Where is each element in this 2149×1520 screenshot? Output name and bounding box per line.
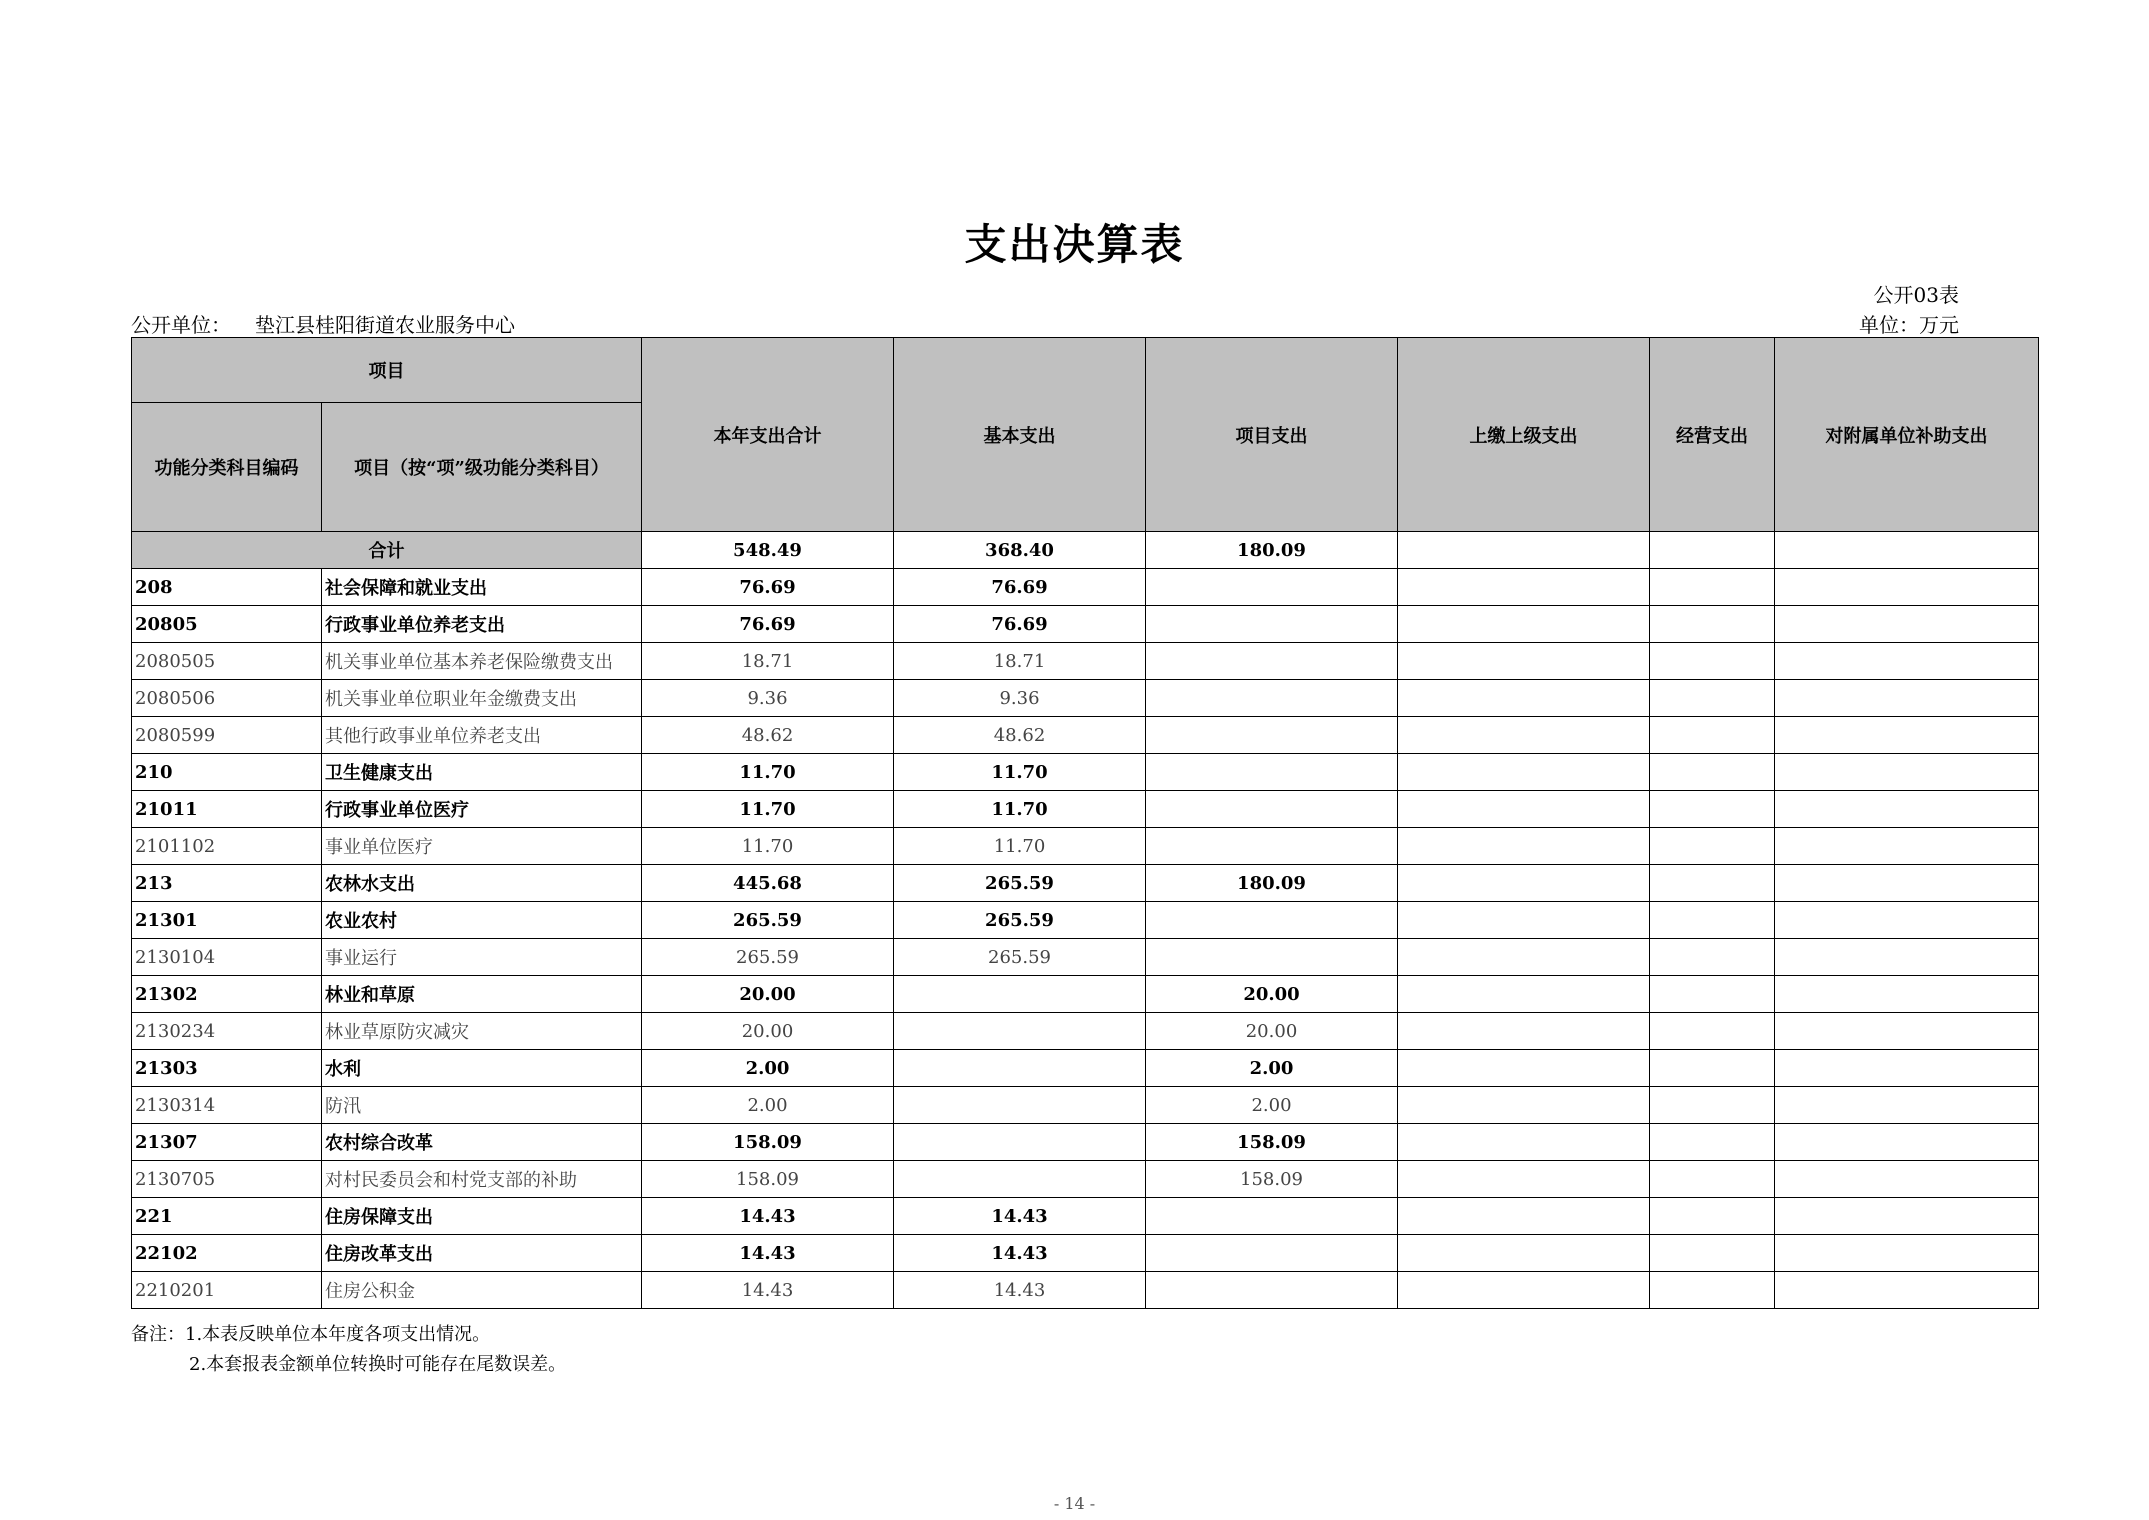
row-project-expenditure [1146, 606, 1398, 643]
row-operating [1650, 680, 1775, 717]
row-total: 2.00 [642, 1050, 894, 1087]
row-basic: 9.36 [894, 680, 1146, 717]
row-total: 14.43 [642, 1235, 894, 1272]
row-total: 14.43 [642, 1272, 894, 1309]
table-row [132, 939, 2039, 976]
row-basic: 265.59 [894, 865, 1146, 902]
row-operating [1650, 902, 1775, 939]
row-name: 水利 [322, 1050, 642, 1087]
header-project-expenditure: 项目支出 [1146, 338, 1398, 532]
total-subsidy [1775, 532, 2039, 569]
row-project-expenditure [1146, 939, 1398, 976]
row-code: 21303 [132, 1050, 322, 1087]
row-basic: 11.70 [894, 791, 1146, 828]
form-code: 公开03表 [1873, 283, 1959, 307]
row-name: 行政事业单位医疗 [322, 791, 642, 828]
row-project-expenditure: 20.00 [1146, 1013, 1398, 1050]
total-operating [1650, 532, 1775, 569]
page-title: 支出决算表 [964, 220, 1185, 269]
header-project: 项目 [132, 338, 642, 403]
row-total: 76.69 [642, 606, 894, 643]
row-upper [1398, 569, 1650, 606]
row-total: 18.71 [642, 643, 894, 680]
row-project-expenditure [1146, 1272, 1398, 1309]
row-operating [1650, 828, 1775, 865]
row-code: 2130234 [132, 1013, 322, 1050]
table-row [132, 1050, 2039, 1087]
row-operating [1650, 606, 1775, 643]
row-operating [1650, 643, 1775, 680]
row-name: 卫生健康支出 [322, 754, 642, 791]
row-name: 住房改革支出 [322, 1235, 642, 1272]
row-operating [1650, 569, 1775, 606]
row-name: 农业农村 [322, 902, 642, 939]
table-row [132, 680, 2039, 717]
page-number: - 14 - [1053, 1494, 1096, 1513]
row-total: 11.70 [642, 754, 894, 791]
table-row [132, 754, 2039, 791]
header-row-1 [132, 338, 2039, 403]
row-operating [1650, 1124, 1775, 1161]
row-project-expenditure [1146, 1198, 1398, 1235]
row-code: 221 [132, 1198, 322, 1235]
table-row [132, 643, 2039, 680]
table-row [132, 1272, 2039, 1309]
org-label: 公开单位： [131, 313, 231, 337]
row-subsidy [1775, 939, 2039, 976]
row-code: 21011 [132, 791, 322, 828]
row-code: 21301 [132, 902, 322, 939]
row-code: 2080599 [132, 717, 322, 754]
row-name: 住房公积金 [322, 1272, 642, 1309]
row-subsidy [1775, 1050, 2039, 1087]
table-row [132, 569, 2039, 606]
row-upper [1398, 828, 1650, 865]
row-subsidy [1775, 754, 2039, 791]
row-subsidy [1775, 717, 2039, 754]
row-basic: 11.70 [894, 754, 1146, 791]
table-row [132, 1235, 2039, 1272]
row-upper [1398, 791, 1650, 828]
row-upper [1398, 976, 1650, 1013]
row-subsidy [1775, 643, 2039, 680]
header-operating: 经营支出 [1650, 338, 1775, 532]
header-name: 项目（按“项”级功能分类科目） [322, 403, 642, 532]
row-name: 对村民委员会和村党支部的补助 [322, 1161, 642, 1198]
row-name: 社会保障和就业支出 [322, 569, 642, 606]
row-upper [1398, 643, 1650, 680]
row-code: 21307 [132, 1124, 322, 1161]
row-code: 208 [132, 569, 322, 606]
row-name: 其他行政事业单位养老支出 [322, 717, 642, 754]
row-code: 22102 [132, 1235, 322, 1272]
row-subsidy [1775, 1235, 2039, 1272]
row-subsidy [1775, 569, 2039, 606]
row-upper [1398, 717, 1650, 754]
row-operating [1650, 865, 1775, 902]
row-subsidy [1775, 828, 2039, 865]
row-total: 48.62 [642, 717, 894, 754]
unit-label: 单位：万元 [1859, 313, 1959, 337]
note-2: 2.本套报表金额单位转换时可能存在尾数误差。 [189, 1354, 567, 1375]
table-row [132, 902, 2039, 939]
row-basic: 265.59 [894, 902, 1146, 939]
row-total: 158.09 [642, 1161, 894, 1198]
row-upper [1398, 1050, 1650, 1087]
table-row [132, 1161, 2039, 1198]
row-upper [1398, 1161, 1650, 1198]
row-total: 76.69 [642, 569, 894, 606]
row-upper [1398, 1087, 1650, 1124]
row-operating [1650, 1013, 1775, 1050]
total-upper [1398, 532, 1650, 569]
row-operating [1650, 1050, 1775, 1087]
row-project-expenditure: 180.09 [1146, 865, 1398, 902]
row-name: 林业草原防灾减灾 [322, 1013, 642, 1050]
row-name: 防汛 [322, 1087, 642, 1124]
row-name: 行政事业单位养老支出 [322, 606, 642, 643]
row-operating [1650, 976, 1775, 1013]
row-subsidy [1775, 976, 2039, 1013]
row-code: 21302 [132, 976, 322, 1013]
row-code: 2080506 [132, 680, 322, 717]
row-total: 11.70 [642, 791, 894, 828]
header-total: 本年支出合计 [642, 338, 894, 532]
row-code: 2130104 [132, 939, 322, 976]
notes [131, 1320, 566, 1380]
row-basic: 14.43 [894, 1272, 1146, 1309]
row-basic [894, 1013, 1146, 1050]
row-code: 210 [132, 754, 322, 791]
row-subsidy [1775, 1013, 2039, 1050]
row-project-expenditure: 158.09 [1146, 1161, 1398, 1198]
row-upper [1398, 680, 1650, 717]
row-operating [1650, 717, 1775, 754]
row-code: 2210201 [132, 1272, 322, 1309]
row-total: 20.00 [642, 1013, 894, 1050]
row-subsidy [1775, 1272, 2039, 1309]
row-upper [1398, 1235, 1650, 1272]
row-name: 农林水支出 [322, 865, 642, 902]
header-subsidy: 对附属单位补助支出 [1775, 338, 2039, 532]
row-basic [894, 976, 1146, 1013]
table-row [132, 1124, 2039, 1161]
row-name: 林业和草原 [322, 976, 642, 1013]
row-subsidy [1775, 902, 2039, 939]
row-total: 445.68 [642, 865, 894, 902]
row-name: 机关事业单位基本养老保险缴费支出 [322, 643, 642, 680]
row-basic: 14.43 [894, 1198, 1146, 1235]
row-project-expenditure [1146, 569, 1398, 606]
row-code: 2130705 [132, 1161, 322, 1198]
expenditure-table [131, 337, 2039, 1309]
total-basic: 368.40 [894, 532, 1146, 569]
header-upper: 上缴上级支出 [1398, 338, 1650, 532]
row-basic [894, 1124, 1146, 1161]
row-name: 机关事业单位职业年金缴费支出 [322, 680, 642, 717]
row-upper [1398, 1124, 1650, 1161]
row-operating [1650, 791, 1775, 828]
row-subsidy [1775, 1087, 2039, 1124]
row-subsidy [1775, 1161, 2039, 1198]
total-project-expenditure: 180.09 [1146, 532, 1398, 569]
note-1: 备注：1.本表反映单位本年度各项支出情况。 [131, 1324, 491, 1345]
total-sum: 548.49 [642, 532, 894, 569]
row-total: 9.36 [642, 680, 894, 717]
row-operating [1650, 1087, 1775, 1124]
table-row [132, 791, 2039, 828]
row-upper [1398, 754, 1650, 791]
row-upper [1398, 606, 1650, 643]
total-label: 合计 [132, 532, 642, 569]
row-subsidy [1775, 680, 2039, 717]
row-project-expenditure [1146, 791, 1398, 828]
row-subsidy [1775, 1198, 2039, 1235]
row-basic: 18.71 [894, 643, 1146, 680]
row-subsidy [1775, 606, 2039, 643]
row-subsidy [1775, 1124, 2039, 1161]
row-basic: 76.69 [894, 606, 1146, 643]
row-code: 2130314 [132, 1087, 322, 1124]
row-upper [1398, 1013, 1650, 1050]
row-project-expenditure [1146, 1235, 1398, 1272]
table-row [132, 828, 2039, 865]
row-basic: 11.70 [894, 828, 1146, 865]
table-row [132, 606, 2039, 643]
row-total: 11.70 [642, 828, 894, 865]
row-name: 住房保障支出 [322, 1198, 642, 1235]
row-name: 事业运行 [322, 939, 642, 976]
row-operating [1650, 1161, 1775, 1198]
header-code: 功能分类科目编码 [132, 403, 322, 532]
row-total: 14.43 [642, 1198, 894, 1235]
row-upper [1398, 939, 1650, 976]
row-total: 2.00 [642, 1087, 894, 1124]
row-operating [1650, 1272, 1775, 1309]
row-project-expenditure [1146, 717, 1398, 754]
table-row [132, 1087, 2039, 1124]
row-project-expenditure: 158.09 [1146, 1124, 1398, 1161]
row-basic: 48.62 [894, 717, 1146, 754]
total-row [132, 532, 2039, 569]
table-row [132, 1198, 2039, 1235]
row-basic: 265.59 [894, 939, 1146, 976]
table-row [132, 865, 2039, 902]
row-total: 265.59 [642, 939, 894, 976]
row-upper [1398, 1198, 1650, 1235]
row-basic: 76.69 [894, 569, 1146, 606]
row-subsidy [1775, 865, 2039, 902]
row-project-expenditure [1146, 828, 1398, 865]
row-basic [894, 1087, 1146, 1124]
row-project-expenditure [1146, 754, 1398, 791]
row-project-expenditure [1146, 643, 1398, 680]
row-project-expenditure [1146, 902, 1398, 939]
header-basic: 基本支出 [894, 338, 1146, 532]
org-line [131, 309, 539, 338]
row-total: 265.59 [642, 902, 894, 939]
row-operating [1650, 939, 1775, 976]
row-subsidy [1775, 791, 2039, 828]
row-project-expenditure [1146, 680, 1398, 717]
row-upper [1398, 1272, 1650, 1309]
row-code: 213 [132, 865, 322, 902]
row-total: 158.09 [642, 1124, 894, 1161]
row-name: 事业单位医疗 [322, 828, 642, 865]
row-code: 2101102 [132, 828, 322, 865]
row-total: 20.00 [642, 976, 894, 1013]
row-operating [1650, 1198, 1775, 1235]
row-project-expenditure: 2.00 [1146, 1050, 1398, 1087]
table-row [132, 717, 2039, 754]
row-operating [1650, 754, 1775, 791]
row-upper [1398, 902, 1650, 939]
row-basic: 14.43 [894, 1235, 1146, 1272]
row-basic [894, 1050, 1146, 1087]
row-operating [1650, 1235, 1775, 1272]
row-upper [1398, 865, 1650, 902]
row-code: 2080505 [132, 643, 322, 680]
table-row [132, 976, 2039, 1013]
row-basic [894, 1161, 1146, 1198]
row-name: 农村综合改革 [322, 1124, 642, 1161]
row-project-expenditure: 2.00 [1146, 1087, 1398, 1124]
org-name: 垫江县桂阳街道农业服务中心 [255, 313, 515, 337]
row-project-expenditure: 20.00 [1146, 976, 1398, 1013]
row-code: 20805 [132, 606, 322, 643]
table-row [132, 1013, 2039, 1050]
